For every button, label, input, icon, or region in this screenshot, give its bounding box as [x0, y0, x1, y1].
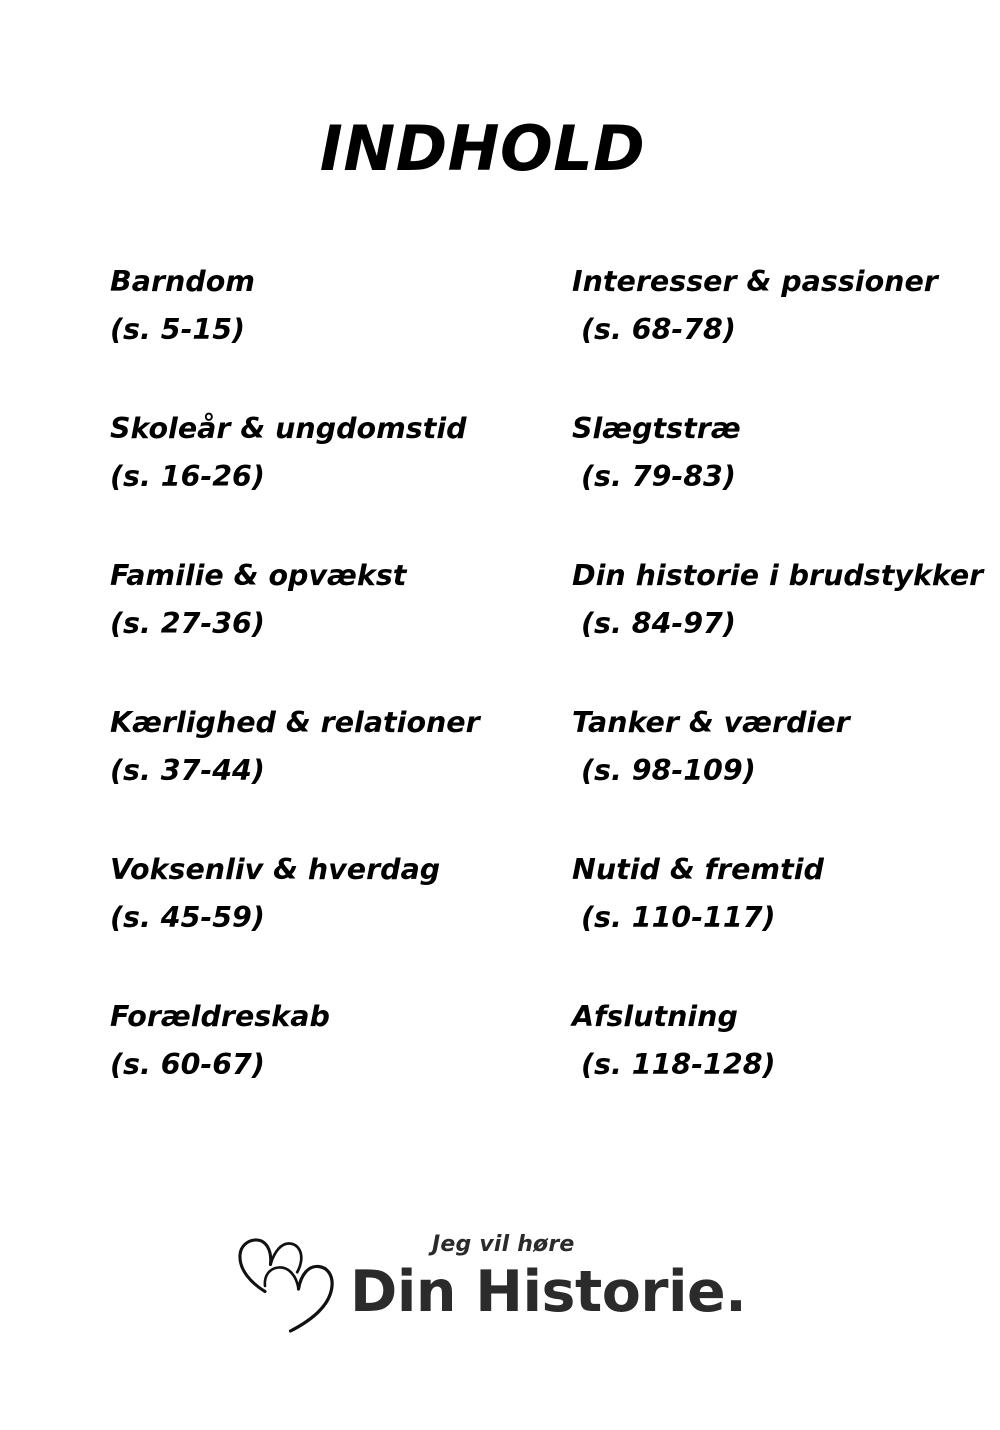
toc-entry-title: Forældreskab [110, 1000, 330, 1033]
page-title: INDHOLD [319, 112, 646, 185]
toc-entry-title: Barndom [110, 265, 255, 298]
toc-entry-pages: (s. 79-83) [581, 460, 736, 493]
toc-columns [0, 258, 1000, 1140]
toc-entry-title: Skoleår & ungdomstid [110, 412, 467, 445]
toc-entry-title: Afslutning [572, 1000, 738, 1033]
toc-right-column [572, 258, 992, 1140]
toc-entry-pages: (s. 98-109) [581, 754, 756, 787]
toc-entry-pages: (s. 60-67) [110, 1048, 265, 1081]
brand-logo [222, 1232, 746, 1338]
logo-wordmark: Din Historie. [350, 1259, 747, 1325]
toc-entry-title: Tanker & værdier [572, 706, 850, 739]
toc-entry[interactable] [572, 405, 992, 552]
toc-entry-title: Familie & opvækst [110, 559, 407, 592]
toc-entry-pages: (s. 68-78) [581, 313, 736, 346]
toc-entry-pages: (s. 118-128) [581, 1048, 776, 1081]
toc-entry-title: Din historie i brudstykker [572, 559, 984, 592]
toc-entry[interactable] [110, 699, 560, 846]
toc-entry-title: Slægtstræ [572, 412, 741, 445]
toc-entry[interactable] [110, 258, 560, 405]
two-hearts-icon [222, 1234, 344, 1338]
toc-entry[interactable] [572, 552, 992, 699]
toc-entry-pages: (s. 84-97) [581, 607, 736, 640]
toc-entry[interactable] [110, 405, 560, 552]
logo-tagline: Jeg vil høre [432, 1232, 575, 1257]
toc-entry-pages: (s. 45-59) [110, 901, 265, 934]
toc-entry-pages: (s. 27-36) [110, 607, 265, 640]
toc-entry[interactable] [110, 846, 560, 993]
toc-entry-title: Interesser & passioner [572, 265, 938, 298]
toc-entry-title: Nutid & fremtid [572, 853, 824, 886]
toc-entry[interactable] [110, 552, 560, 699]
logo-text-block [350, 1232, 746, 1324]
toc-entry-title: Voksenliv & hverdag [110, 853, 441, 886]
toc-entry[interactable] [572, 993, 992, 1140]
toc-entry[interactable] [110, 993, 560, 1140]
toc-entry[interactable] [572, 846, 992, 993]
toc-entry-pages: (s. 37-44) [110, 754, 265, 787]
toc-entry-title: Kærlighed & relationer [110, 706, 480, 739]
toc-entry-pages: (s. 110-117) [581, 901, 776, 934]
toc-left-column [110, 258, 560, 1140]
toc-entry[interactable] [572, 699, 992, 846]
toc-entry[interactable] [572, 258, 992, 405]
toc-entry-pages: (s. 16-26) [110, 460, 265, 493]
toc-entry-pages: (s. 5-15) [110, 313, 246, 346]
